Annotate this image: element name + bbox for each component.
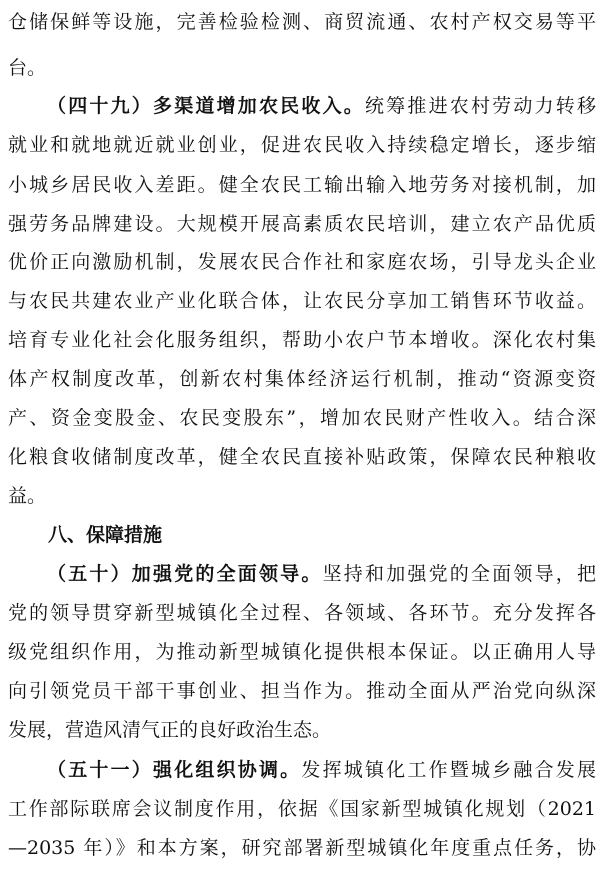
text-line: 工作部际联席会议制度作用，依据《国家新型城镇化规划（2021 <box>8 798 596 820</box>
text-line: 发展，营造风清气正的良好政治生态。 <box>8 719 332 741</box>
paragraph-title: （四十九）多渠道增加农民收入。 <box>47 95 365 117</box>
text-line: 产、资金变股金、农民变股东”，增加农民财产性收入。结合深 <box>8 407 596 429</box>
text-line: 台。 <box>8 57 47 79</box>
paragraph-title: （五十）加强党的全面领导。 <box>47 563 323 585</box>
text-line: 仓储保鲜等设施，完善检验检测、商贸流通、农村产权交易等平 <box>8 11 596 33</box>
section-heading: 八、保障措施 <box>48 524 163 546</box>
paragraph-title: （五十一）强化组织协调。 <box>47 759 302 781</box>
text-line: 培育专业化社会化服务组织，帮助小农户节本增收。深化农村集 <box>8 329 596 351</box>
paragraph-text: 统筹推进农村劳动力转移 <box>364 95 596 117</box>
text-line: 化粮食收储制度改革，健全农民直接补贴政策，保障农民种粮收 <box>8 446 596 468</box>
text-line: 向引领党员干部干事创业、担当作为。推动全面从严治党向纵深 <box>8 680 596 702</box>
text-line: 益。 <box>8 485 47 507</box>
text-line: —2035 年）》和本方案，研究部署新型城镇化年度重点任务，协 <box>8 837 596 859</box>
paragraph-text: 发挥城镇化工作暨城乡融合发展 <box>301 759 596 781</box>
text-line: 优价正向激励机制，发展农民合作社和家庭农场，引导龙头企业 <box>8 251 596 273</box>
text-line: 级党组织作用，为推动新型城镇化提供根本保证。以正确用人导 <box>8 641 596 663</box>
paragraph-first-line <box>47 753 596 787</box>
text-line: 强劳务品牌建设。大规模开展高素质农民培训，建立农产品优质 <box>8 213 596 235</box>
paragraph-text: 坚持和加强党的全面领导，把 <box>322 563 596 585</box>
text-line: 体产权制度改革，创新农村集体经济运行机制，推动“资源变资 <box>8 368 596 390</box>
text-line: 就业和就地就近就业创业，促进农民收入持续稳定增长，逐步缩 <box>8 134 596 156</box>
paragraph-first-line <box>47 89 596 123</box>
text-line: 小城乡居民收入差距。健全农民工输出输入地劳务对接机制，加 <box>8 174 596 196</box>
paragraph-first-line <box>47 557 596 591</box>
text-line: 党的领导贯穿新型城镇化全过程、各领域、各环节。充分发挥各 <box>8 602 596 624</box>
text-line: 与农民共建农业产业化联合体，让农民分享加工销售环节收益。 <box>8 290 596 312</box>
